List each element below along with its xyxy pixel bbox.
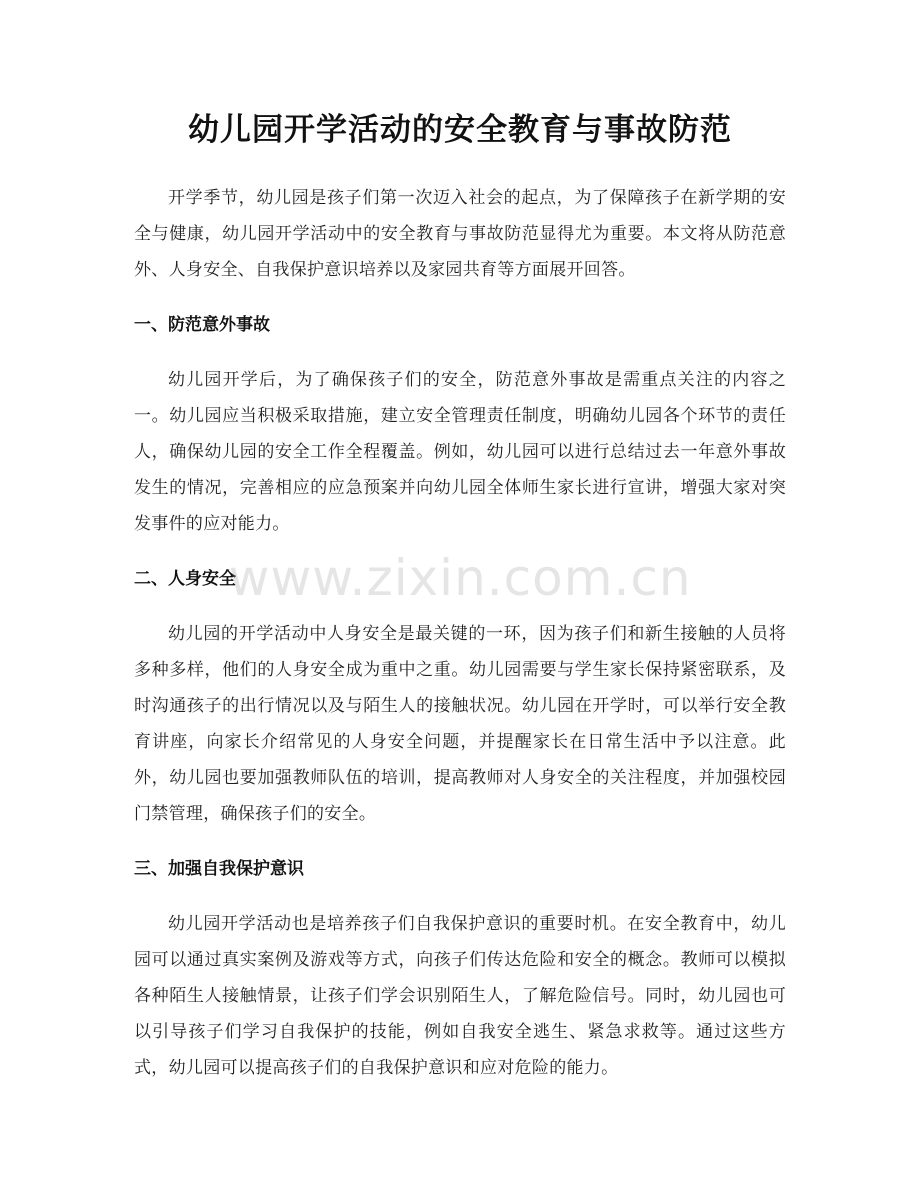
spacer [134, 542, 786, 561]
section-paragraph: 幼儿园开学活动也是培养孩子们自我保护意识的重要时机。在安全教育中，幼儿园可以通过真实案例及游戏等方式，向孩子们传达危险和安全的概念。教师可以模拟各种陌生人接触情景，让孩子们学会识别陌生人，了解危险信号。同时，幼儿园也可以引导孩子们学习自我保护的技能，例如自我安全逃生、紧急求救等。通过这些方式，幼儿园可以提高孩子们的自我保护意识和应对危险的能力。 [134, 914, 786, 1078]
section-personal-safety [134, 561, 786, 851]
spacer [134, 832, 786, 851]
intro-paragraph: 开学季节，幼儿园是孩子们第一次迈入社会的起点，为了保障孩子在新学期的安全与健康，幼儿园开学活动中的安全教育与事故防范显得尤为重要。本文将从防范意外、人身安全、自我保护意识培养以及家园共育等方面展开回答。 [134, 188, 786, 280]
section-heading: 一、防范意外事故 [134, 315, 270, 335]
spacer [134, 288, 786, 307]
watermark: www.zixin.com.cn [228, 549, 692, 607]
spacer [134, 887, 786, 906]
section-paragraph: 幼儿园的开学活动中人身安全是最关键的一环，因为孩子们和新生接触的人员将多种多样，他们的人身安全成为重中之重。幼儿园需要与学生家长保持紧密联系，及时沟通孩子的出行情况以及与陌生人的接触状况。幼儿园在开学时，可以举行安全教育讲座，向家长介绍常见的人身安全问题，并提醒家长在日常生活中予以注意。此外，幼儿园也要加强教师队伍的培训，提高教师对人身安全的关注程度，并加强校园门禁管理，确保孩子们的安全。 [134, 624, 786, 824]
document-body [134, 180, 786, 1086]
section-heading: 三、加强自我保护意识 [134, 859, 304, 879]
section-accident-prevention [134, 307, 786, 561]
section-paragraph: 幼儿园开学后，为了确保孩子们的安全，防范意外事故是需重点关注的内容之一。幼儿园应当积极采取措施，建立安全管理责任制度，明确幼儿园各个环节的责任人，确保幼儿园的安全工作全程覆盖。例如，幼儿园可以进行总结过去一年意外事故发生的情况，完善相应的应急预案并向幼儿园全体师生家长进行宣讲，增强大家对突发事件的应对能力。 [134, 370, 786, 534]
document-title: 幼儿园开学活动的安全教育与事故防范 [188, 112, 732, 148]
spacer [134, 597, 786, 616]
spacer [134, 343, 786, 362]
section-self-protection [134, 851, 786, 1086]
section-heading: 二、人身安全 [134, 569, 236, 589]
